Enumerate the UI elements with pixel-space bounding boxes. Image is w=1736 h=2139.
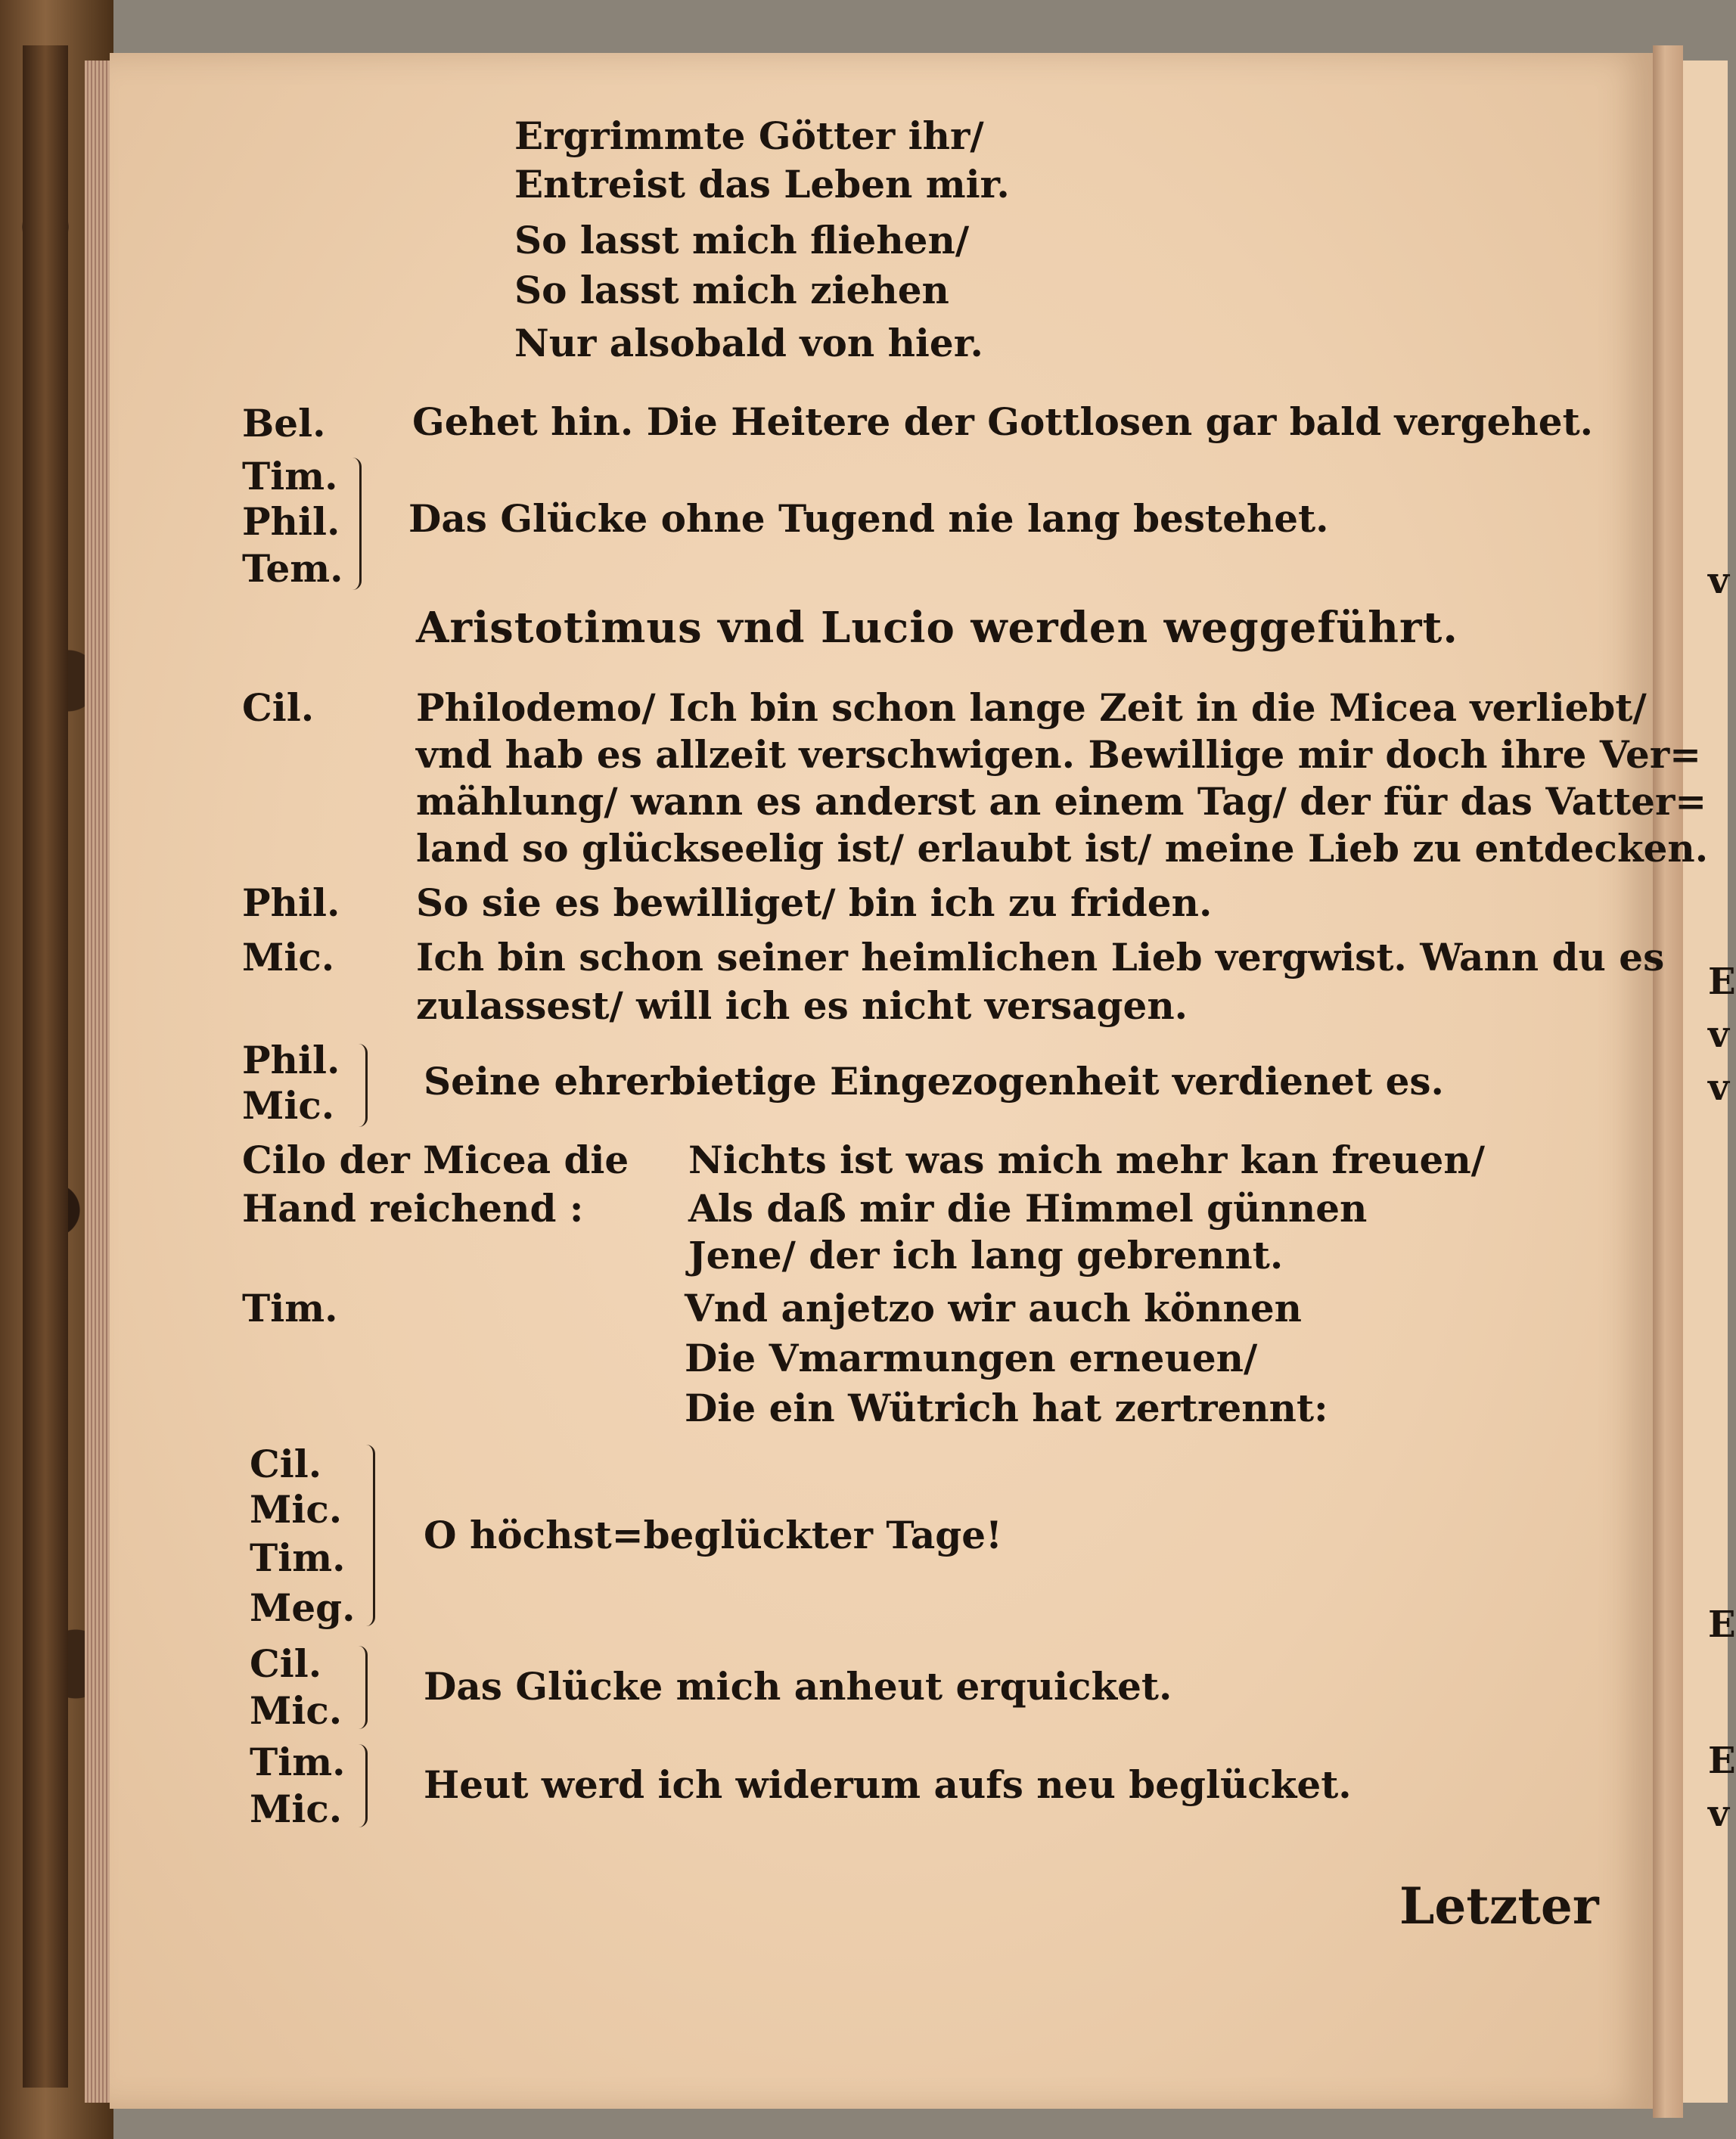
speaker-mic: Mic. [242, 935, 335, 979]
verse-cilo-line-1: Nichts ist was mich mehr kan freuen/ [688, 1138, 1485, 1182]
speech-mic-line-1: Ich bin schon seiner heimlichen Lieb vergwist. Wann du es [416, 935, 1665, 979]
speaker-meg: Meg. [250, 1585, 356, 1630]
speaker-tim-3: Tim. [250, 1535, 346, 1580]
catchword: Letzter [1399, 1877, 1599, 1936]
verse-tim-line-3: Die ein Wütrich hat zertrennt: [685, 1386, 1328, 1430]
verse-line-4: So lasst mich ziehen [514, 268, 949, 312]
speaker-tim-2: Tim. [242, 1286, 338, 1330]
speaker-brace [359, 1445, 375, 1626]
facing-page-fragment: v [1708, 1014, 1729, 1056]
facing-page-fragment: E [1708, 1603, 1736, 1646]
speech-mic-line-2: zulassest/ will ich es nicht versagen. [416, 983, 1188, 1028]
speech-cil-line-3: mählung/ wann es anderst an einem Tag/ der für das Vatter= [416, 779, 1707, 824]
facing-page-fragment: v [1708, 560, 1729, 602]
speech-phil: So sie es bewilliget/ bin ich zu friden. [416, 880, 1213, 925]
speech-cil-line-2: vnd hab es allzeit verschwigen. Bewillige mir doch ihre Ver= [416, 732, 1702, 777]
speaker-cil-2: Cil. [250, 1442, 322, 1486]
speech-quartet: O höchst=beglückter Tage! [424, 1513, 1002, 1557]
speech-pair: Seine ehrerbietige Eingezogenheit verdienet es. [424, 1059, 1444, 1104]
verse-cilo-line-2: Als daß mir die Himmel günnen [688, 1186, 1368, 1231]
speech-bel: Gehet hin. Die Heitere der Gottlosen gar bald vergehet. [412, 399, 1594, 444]
speech-duo1: Das Glücke mich anheut erquicket. [424, 1664, 1172, 1709]
speaker-tim: Tim. [242, 454, 338, 498]
facing-page-fragment: v [1708, 1793, 1729, 1835]
verse-cilo-line-3: Jene/ der ich lang gebrennt. [688, 1233, 1284, 1278]
speaker-cil-3: Cil. [250, 1641, 322, 1686]
speaker-phil: Phil. [242, 499, 340, 544]
speaker-phil-3: Phil. [242, 1038, 340, 1082]
verse-tim-line-2: Die Vmarmungen erneuen/ [685, 1336, 1258, 1380]
speaker-mic-2: Mic. [242, 1083, 335, 1128]
speaker-mic-3: Mic. [250, 1487, 343, 1532]
speaker-tim-4: Tim. [250, 1740, 346, 1784]
speaker-brace [352, 1646, 368, 1729]
facing-page-fragment: E [1708, 1740, 1736, 1782]
facing-page-fragment: v [1708, 1066, 1729, 1109]
verse-line-2: Entreist das Leben mir. [514, 162, 1010, 206]
speaker-cil: Cil. [242, 685, 315, 730]
verse-line-1: Ergrimmte Götter ihr/ [514, 113, 984, 158]
verse-line-5: Nur alsobald von hier. [514, 321, 983, 365]
verse-line-3: So lasst mich fliehen/ [514, 218, 970, 262]
speech-trio: Das Glücke ohne Tugend nie lang bestehet. [408, 496, 1329, 541]
page-gutter [1653, 45, 1683, 2118]
speaker-mic-4: Mic. [250, 1688, 343, 1733]
speaker-bel: Bel. [242, 401, 326, 445]
speaker-brace [352, 1044, 368, 1127]
speaker-brace [352, 1744, 368, 1827]
speech-duo2: Heut werd ich widerum aufs neu beglücket. [424, 1762, 1352, 1807]
speech-cil-line-1: Philodemo/ Ich bin schon lange Zeit in die Micea verliebt/ [416, 685, 1647, 730]
stage-direction-cilo-2: Hand reichend : [242, 1186, 584, 1231]
facing-page-fragment: E [1708, 961, 1736, 1003]
book-spine [23, 45, 68, 2088]
speaker-tem: Tem. [242, 546, 343, 591]
verse-tim-line-1: Vnd anjetzo wir auch können [685, 1286, 1303, 1330]
speaker-mic-5: Mic. [250, 1787, 343, 1831]
speech-cil-line-4: land so glückseelig ist/ erlaubt ist/ meine Lieb zu entdecken. [416, 826, 1709, 871]
speaker-phil-2: Phil. [242, 880, 340, 925]
stage-direction-cilo-1: Cilo der Micea die [242, 1138, 629, 1182]
speaker-brace [344, 458, 362, 590]
stage-direction: Aristotimus vnd Lucio werden weggeführt. [416, 603, 1458, 653]
